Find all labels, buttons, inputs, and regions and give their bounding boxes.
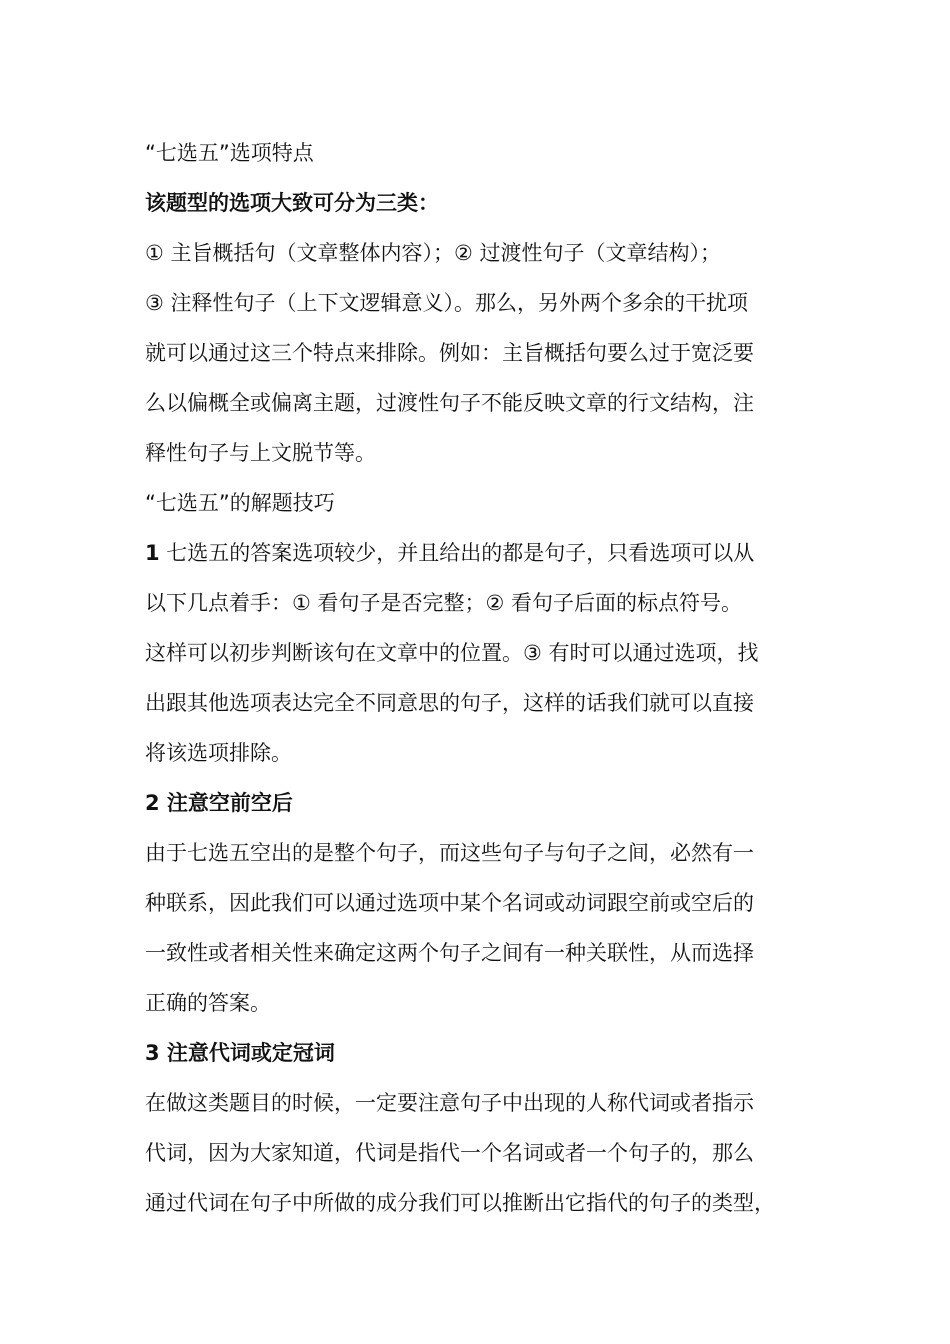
paragraph-line: 么以偏概全或偏离主题，过渡性句子不能反映文章的行文结构，注 <box>145 391 754 415</box>
tip2-line: 正确的答案。 <box>145 991 271 1015</box>
tip1-number: 1 <box>145 541 160 565</box>
tip1-line <box>145 528 805 578</box>
tip2-line: 种联系，因此我们可以通过选项中某个名词或动词跟空前或空后的 <box>145 891 754 915</box>
section-title-solving-tips: “七选五”的解题技巧 <box>145 491 335 515</box>
paragraph-line: 释性句子与上文脱节等。 <box>145 441 376 465</box>
paragraph-line: ① 主旨概括句（文章整体内容）；② 过渡性句子（文章结构）； <box>145 241 722 265</box>
tip3-line: 代词，因为大家知道，代词是指代一个名词或者一个句子的，那么 <box>145 1141 754 1165</box>
tip1-line: 将该选项排除。 <box>145 741 292 765</box>
section-title-option-features: “七选五”选项特点 <box>145 141 314 165</box>
tip3-line: 在做这类题目的时候，一定要注意句子中出现的人称代词或者指示 <box>145 1091 754 1115</box>
paragraph-line: 就可以通过这三个特点来排除。例如：主旨概括句要么过于宽泛要 <box>145 341 754 365</box>
tip1-line: 这样可以初步判断该句在文章中的位置。③ 有时可以通过选项，找 <box>145 641 759 665</box>
tip3-line: 通过代词在句子中所做的成分我们可以推断出它指代的句子的类型， <box>145 1191 775 1215</box>
tip1-line: 出跟其他选项表达完全不同意思的句子，这样的话我们就可以直接 <box>145 691 754 715</box>
tip2-line: 一致性或者相关性来确定这两个句子之间有一种关联性，从而选择 <box>145 941 754 965</box>
option-categories-heading: 该题型的选项大致可分为三类： <box>145 191 439 215</box>
tip1-text: 七选五的答案选项较少，并且给出的都是句子，只看选项可以从 <box>159 541 755 565</box>
document-page <box>145 128 805 1228</box>
tip1-line: 以下几点着手：① 看句子是否完整；② 看句子后面的标点符号。 <box>145 591 743 615</box>
tip2-line: 由于七选五空出的是整个句子，而这些句子与句子之间，必然有一 <box>145 841 754 865</box>
tip2-heading: 2 注意空前空后 <box>145 791 293 815</box>
tip3-heading: 3 注意代词或定冠词 <box>145 1041 335 1065</box>
paragraph-line: ③ 注释性句子（上下文逻辑意义）。那么，另外两个多余的干扰项 <box>145 291 748 315</box>
